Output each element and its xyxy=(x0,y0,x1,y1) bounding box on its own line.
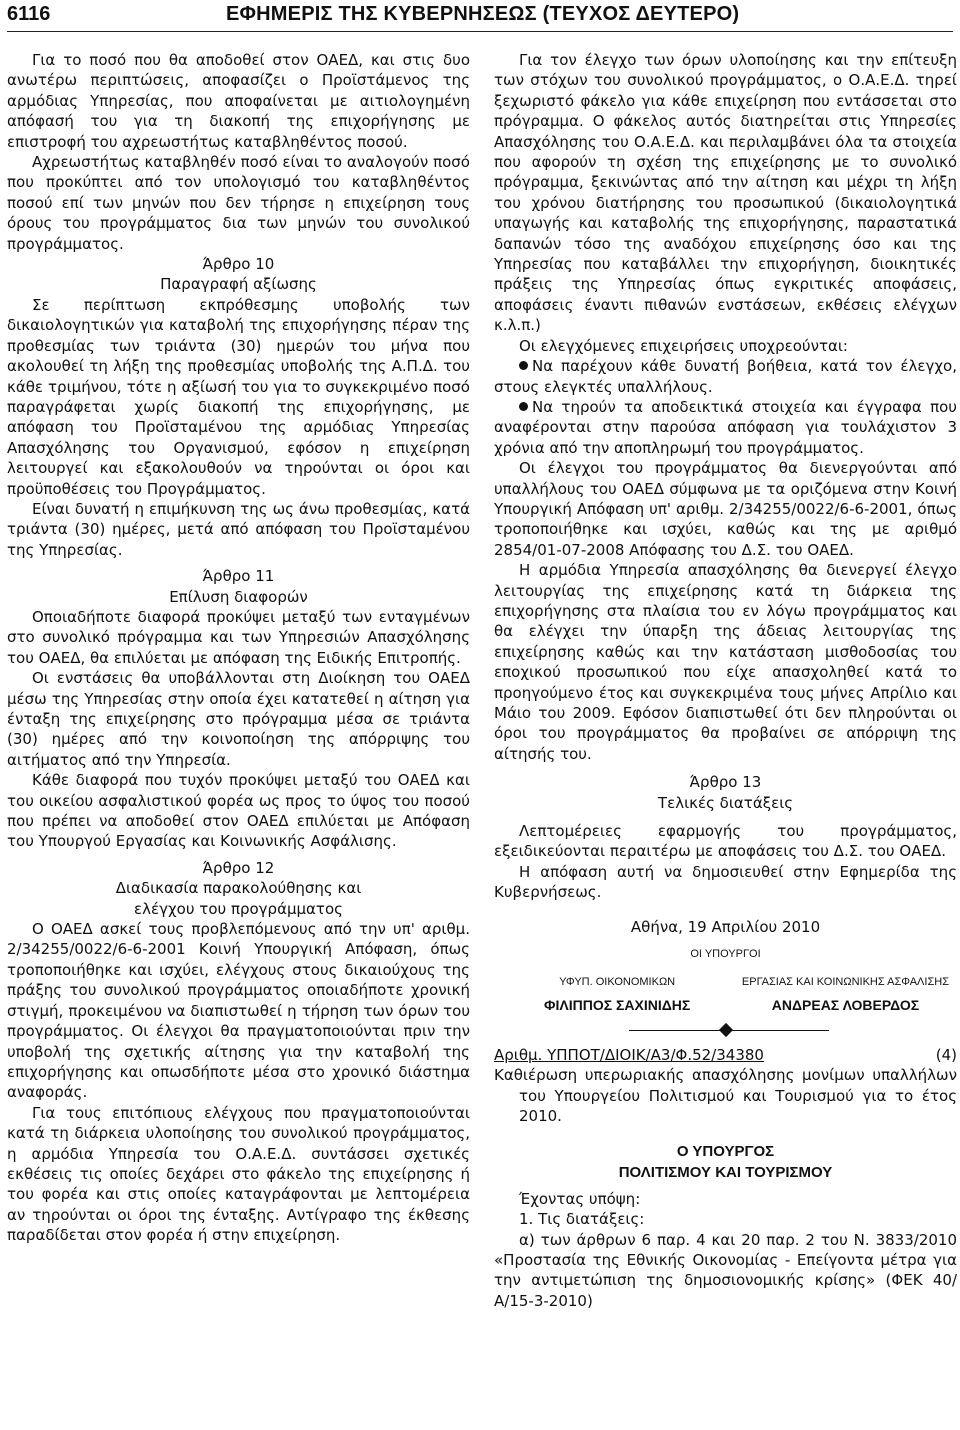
header-rule xyxy=(7,31,953,32)
paragraph: 1. Τις διατάξεις: xyxy=(519,1210,645,1229)
decision-number-row xyxy=(494,1045,957,1065)
bullet-icon xyxy=(519,361,528,370)
page-number: 6116 xyxy=(7,3,51,25)
signature-2 xyxy=(742,975,949,1013)
signing-date: Αθήνα, 19 Απριλίου 2010 xyxy=(630,917,821,936)
article-12-subtitle-1: Διαδικασία παρακολούθησης και xyxy=(115,879,362,898)
right-column xyxy=(494,50,957,1311)
signature-name: ΦΙΛΙΠΠΟΣ ΣΑΧΙΝΙΔΗΣ xyxy=(544,997,691,1014)
minister-heading-1: Ο ΥΠΟΥΡΓΟΣ xyxy=(676,1142,775,1160)
bullet-item: Να τηρούν τα αποδεικτικά στοιχεία και έγγραφα που αναφέρονται στην παρούσα απόφαση για τουλάχιστον 3 χρόνια από την αποπληρωμή του προγράμματος. xyxy=(494,397,957,457)
article-12-title: Άρθρο 12 xyxy=(202,858,275,877)
decision-number: Αριθμ. ΥΠΠΟΤ/ΔΙΟΙΚ/Α3/Φ.52/34380 xyxy=(494,1046,764,1065)
article-12-subtitle-2: ελέγχου του προγράμματος xyxy=(134,899,343,918)
section-divider xyxy=(494,1021,957,1041)
paragraph: Οι ελεγχόμενες επιχειρήσεις υποχρεούνται: xyxy=(519,336,848,355)
paragraph: Η αρμόδια Υπηρεσία απασχόλησης θα διενεργεί έλεγχο λειτουργίας της επιχείρησης κατά τη διάρκεια της επιχορήγησης στα πλαίσια του εν λόγω προγράμματος και θα ελέγχει την ύπαρξη της άδειας λειτουργίας της επιχείρησης καθώς και την κατάσταση μισθοδοσίας του εποχικού προσωπικού που είχε απασχοληθεί κατά το προηγούμενο έτος και συγκεκριμένα τους μήνες Απρίλιο και Μάιο του 2009. Εφόσον διαπιστωθεί ότι δεν πληρούνται οι όροι του προγράμματος θα προβαίνει σε απόρριψη της αίτησής του. xyxy=(494,561,957,763)
diamond-icon xyxy=(719,1023,733,1037)
paragraph: Ο ΟΑΕΔ ασκεί τους προβλεπόμενους από την υπ' αριθμ. 2/34255/0022/6-6-2001 Κοινή Υπουργική Απόφαση, όπως τροποποιήθηκε και ισχύει, ελέγχους στους δικαιούχους της πράξης του συνολικού προγράμματος οποιαδήποτε χρονική στιγμή, προκειμένου να διαπιστωθεί η τήρηση των όρων του προγράμματος. Οι έλεγχοι θα πραγματοποιούνται πριν την υποβολή της σχετικής αίτησης για την καταβολή της επιχορήγησης και οπωσδήποτε μέσα στο χρονικό διάστημα αναφοράς. xyxy=(7,920,470,1102)
page-header xyxy=(0,0,960,32)
paragraph: Οποιαδήποτε διαφορά προκύψει μεταξύ των ενταγμένων στο συνολικό πρόγραμμα και των Υπηρεσιών Απασχόλησης του ΟΑΕΔ, θα επιλύεται με απόφαση της Ειδικής Επιτροπής. xyxy=(7,607,470,667)
paragraph: α) των άρθρων 6 παρ. 4 και 20 παρ. 2 του Ν. 3833/2010 «Προστασία της Εθνικής Οικονομίας - Επείγοντα μέτρα για την αντιμετώπιση της δημοσιονομικής κρίσης» (ΦΕΚ 40/Α/15-3-2010) xyxy=(494,1230,957,1310)
signatures xyxy=(494,975,957,1013)
paragraph: Οι ενστάσεις θα υποβάλλονται στη Διοίκηση του ΟΑΕΔ μέσω της Υπηρεσίας στην οποία έχει κατατεθεί η αίτηση για ένταξη της επιχείρησης στο πρόγραμμα μέσα σε τριάντα (30) ημέρες από την κοινοποίηση της απόρριψης του αιτήματος από την Υπηρεσία. xyxy=(7,669,470,769)
article-13-title: Άρθρο 13 xyxy=(689,773,762,792)
paragraph: Σε περίπτωση εκπρόθεσμης υποβολής των δικαιολογητικών για καταβολή της επιχορήγησης πέραν της προθεσμίας των τριάντα (30) ημερών του μήνα που ακολουθεί τη λήξη της προθεσμίας υποβολής της Α.Π.Δ. του κάθε τριμήνου, τότε η αξίωσή του για το συγκεκριμένο ποσό παραγράφεται χωρίς διακοπή της επιχορήγησης, με απόφαση του Προϊσταμένου της αρμόδιας Υπηρεσίας Απασχόλησης του Οργανισμού, εφόσον η επιχείρηση λειτουργεί και εξακολουθούν να τηρούνται οι όροι και προϋποθέσεις του Προγράμματος. xyxy=(7,295,470,498)
decision-title: Καθιέρωση υπερωριακής απασχόλησης μονίμων υπαλλήλων του Υπουργείου Πολιτισμού και Τουρισμού για το έτος 2010. xyxy=(494,1066,957,1126)
bullet-item: Να παρέχουν κάθε δυνατή βοήθεια, κατά τον έλεγχο, στους ελεγκτές υπαλλήλους. xyxy=(494,357,957,396)
paragraph: Έχοντας υπόψη: xyxy=(519,1189,641,1208)
article-10-title: Άρθρο 10 xyxy=(202,255,275,274)
article-13-subtitle: Τελικές διατάξεις xyxy=(657,793,794,812)
paragraph: Για το ποσό που θα αποδοθεί στον ΟΑΕΔ, και στις δυο ανωτέρω περιπτώσεις, αποφασίζει ο Προϊστάμενος της αρμόδιας Υπηρεσίας, που αποφαίνεται με αιτιολογημένη απόφασή του για τη διακοπή της επιχορήγησης με επιστροφή του αχρεωστήτως καταβληθέντος ποσού. xyxy=(7,51,470,151)
article-11-subtitle: Επίλυση διαφορών xyxy=(169,587,308,606)
left-column xyxy=(7,50,470,1246)
article-11-title: Άρθρο 11 xyxy=(202,567,275,586)
article-10-subtitle: Παραγραφή αξίωσης xyxy=(160,275,317,294)
paragraph: Οι έλεγχοι του προγράμματος θα διενεργούνται από υπαλλήλους του ΟΑΕΔ σύμφωνα με τα οριζόμενα στην Κοινή Υπουργική Απόφαση υπ' αριθμ. 2/34255/0022/6-6-2001, όπως τροποποιήθηκε και ισχύει, καθώς και της με αριθμό 2854/01-07-2008 Απόφασης του Δ.Σ. του ΟΑΕΔ. xyxy=(494,459,957,559)
paragraph: Για τον έλεγχο των όρων υλοποίησης και την επίτευξη των στόχων του συνολικού προγράμματος, ο Ο.Α.Ε.Δ. τηρεί ξεχωριστό φάκελο για κάθε επιχείρηση που εντάσσεται στο πρόγραμμα. Ο φάκελος αυτός διατηρείται στις Υπηρεσίες Απασχόλησης του Ο.Α.Ε.Δ. και περιλαμβάνει όλα τα στοιχεία που αφορούν τη σχέση της επιχείρησης με το συνολικό πρόγραμμα, ξεκινώντας από την αίτηση και μέχρι τη λήξη του χρόνου διατήρησης του προσωπικού (δικαιολογητικά υπαγωγής και καταβολής της επιχορήγησης, παραστατικά δαπανών τόσο της αναδόχου επιχείρησης όσο και της Υπηρεσίας που καταβάλλει την επιχορήγηση, διοικητικές πράξεις της Υπηρεσίας όπως εγκριτικές αποφάσεις, αποφάσεις έναντι πιθανών ενστάσεων, εκθέσεις ελέγχων κ.λ.π.) xyxy=(494,51,957,335)
bullet-icon xyxy=(519,402,528,411)
signature-title: ΕΡΓΑΣΙΑΣ ΚΑΙ ΚΟΙΝΩΝΙΚΗΣ ΑΣΦΑΛΙΣΗΣ xyxy=(741,976,949,989)
paragraph: Είναι δυνατή η επιμήκυνση της ως άνω προθεσμίας, κατά τριάντα (30) ημέρες, μετά από απόφαση του Προϊσταμένου της Υπηρεσίας. xyxy=(7,499,470,559)
ministers-heading: ΟΙ ΥΠΟΥΡΓΟΙ xyxy=(690,948,761,961)
paragraph: Κάθε διαφορά που τυχόν προκύψει μεταξύ του ΟΑΕΔ και του οικείου ασφαλιστικού φορέα ως προς το ύψος του ποσού που πρέπει να αποδοθεί στον ΟΑΕΔ επιλύεται με Απόφαση του Υπουργού Εργασίας και Κοινωνικής Ασφάλισης. xyxy=(7,771,470,851)
signature-name: ΑΝΔΡΕΑΣ ΛΟΒΕΡΔΟΣ xyxy=(771,997,920,1014)
paragraph: Η απόφαση αυτή να δημοσιευθεί στην Εφημερίδα της Κυβερνήσεως. xyxy=(494,862,957,902)
minister-heading-2: ΠΟΛΙΤΙΣΜΟΥ ΚΑΙ ΤΟΥΡΙΣΜΟΥ xyxy=(618,1163,833,1181)
gazette-title: ΕΦΗΜΕΡΙΣ ΤΗΣ ΚΥΒΕΡΝΗΣΕΩΣ (ΤΕΥΧΟΣ ΔΕΥΤΕΡΟ) xyxy=(226,3,740,25)
decision-index: (4) xyxy=(935,1046,957,1065)
paragraph: Αχρεωστήτως καταβληθέν ποσό είναι το αναλογούν ποσό που προκύπτει από τον υπολογισμό του καταβληθέντος ποσού επί των μηνών που δεν τήρησε η επιχείρηση τους όρους του προγράμματος δια των μηνών του συνολικού προγράμματος. xyxy=(7,153,470,253)
paragraph: Λεπτομέρειες εφαρμογής του προγράμματος, εξειδικεύονται περαιτέρω με αποφάσεις του Δ.Σ. του ΟΑΕΔ. xyxy=(494,822,957,861)
signature-title: ΥΦΥΠ. ΟΙΚΟΝΟΜΙΚΩΝ xyxy=(559,976,676,989)
paragraph: Για τους επιτόπιους ελέγχους που πραγματοποιούνται κατά τη διάρκεια υλοποίησης του συνολικού προγράμματος, η αρμόδια Υπηρεσία του Ο.Α.Ε.Δ. συντάσσει σχετικές εκθέσεις τις οποίες δεχάρει στο φάκελο της επιχείρησης ή του φορέα και στις οποίες καταγράφονται με λεπτομέρεια αν τηρούνται οι όροι της ένταξης. Αντίγραφο της έκθεσης παραδίδεται στον φορέα ή στην επιχείρηση. xyxy=(7,1103,470,1245)
signature-1 xyxy=(544,975,690,1013)
